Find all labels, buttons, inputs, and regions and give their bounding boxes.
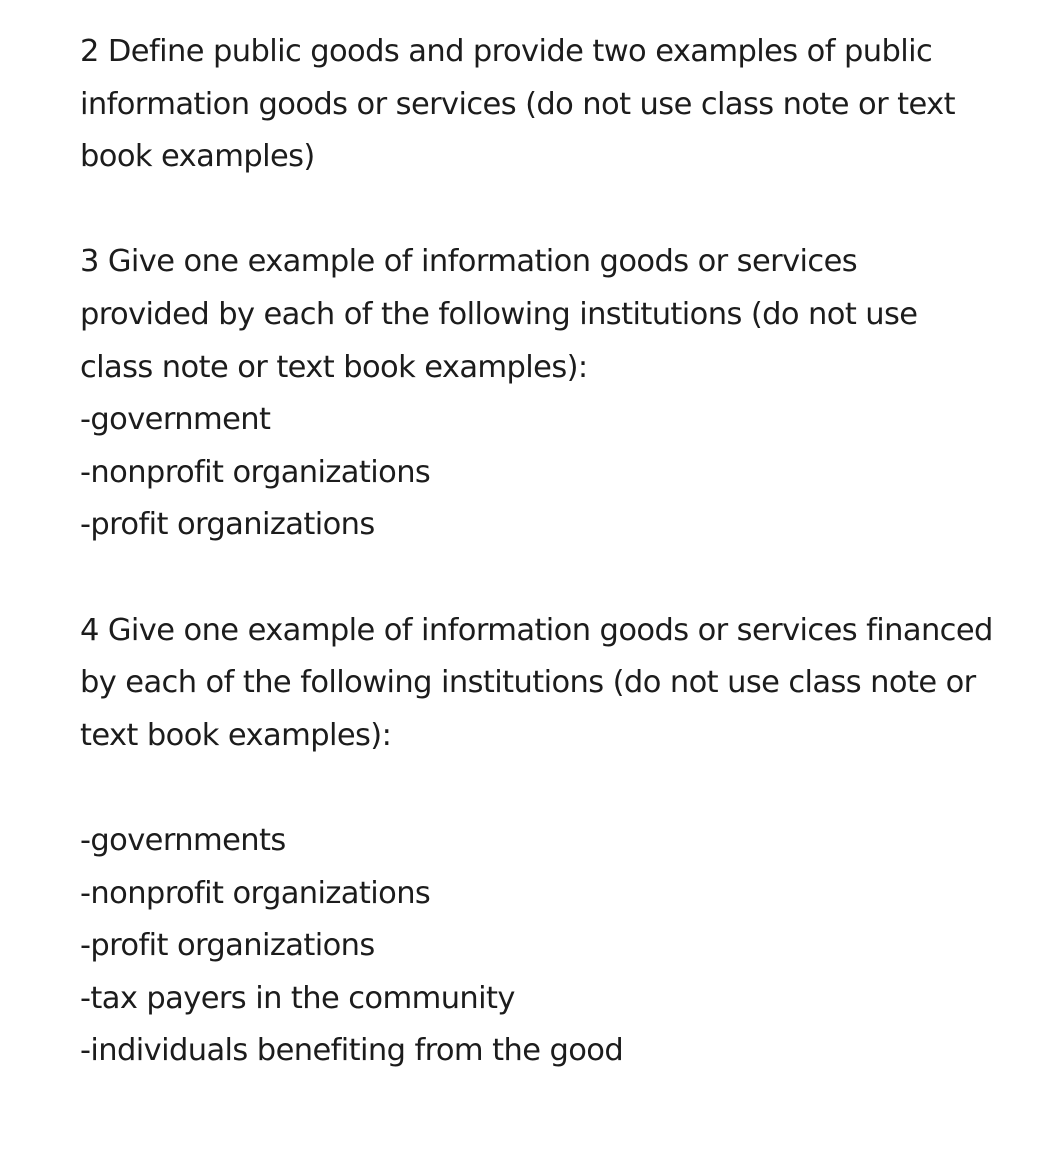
question-4-item: -governments (80, 822, 286, 858)
question-4-line-3: text book examples): (80, 717, 392, 753)
question-2-line-2: information goods or services (do not use class note or text (80, 86, 955, 122)
question-2-line-1: 2 Define public goods and provide two examples of public (80, 34, 933, 69)
question-document (80, 26, 1020, 1078)
question-4-item: -individuals benefiting from the good (80, 1033, 624, 1069)
question-3-item: -government (80, 402, 271, 438)
question-4 (80, 605, 1020, 1078)
question-3 (80, 236, 1020, 552)
question-4-line-2: by each of the following institutions (do not use class note or (80, 665, 976, 701)
question-3-item: -profit organizations (80, 507, 375, 543)
paragraph-spacer (80, 762, 1020, 815)
question-4-line-1: 4 Give one example of information goods or services financed (80, 612, 993, 648)
question-2 (80, 26, 1020, 184)
question-3-item: -nonprofit organizations (80, 454, 431, 490)
question-4-item: -nonprofit organizations (80, 875, 431, 911)
question-3-line-1: 3 Give one example of information goods or services (80, 244, 858, 280)
question-4-item: -tax payers in the community (80, 980, 515, 1016)
question-3-line-3: class note or text book examples): (80, 349, 588, 385)
question-3-line-2: provided by each of the following institutions (do not use (80, 296, 918, 332)
question-2-line-3: book examples) (80, 139, 315, 175)
paragraph-spacer (80, 552, 1020, 605)
paragraph-spacer (80, 184, 1020, 237)
question-4-item: -profit organizations (80, 928, 375, 964)
